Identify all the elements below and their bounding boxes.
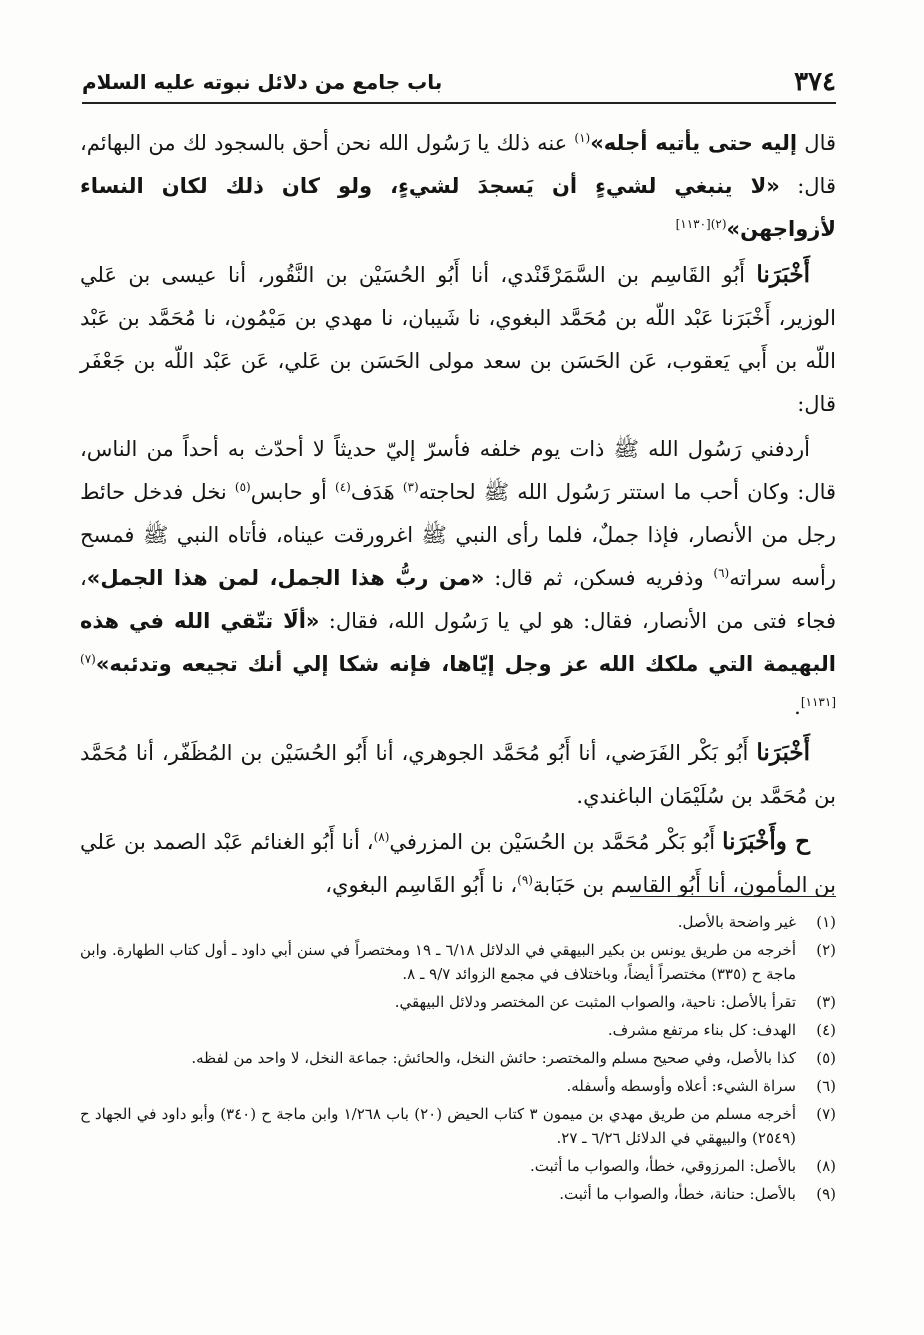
footnote-text: بالأصل: حنانة، خطأ، والصواب ما أثبت. bbox=[559, 1185, 796, 1203]
footnote bbox=[80, 990, 836, 1014]
footnote-ref: (٨) bbox=[373, 830, 390, 844]
text-run: أَبُو بَكْر مُحَمَّد بن الحُسَيْن بن المزرفي bbox=[389, 830, 723, 854]
main-text bbox=[80, 122, 836, 907]
text-run: أردفني رَسُول الله ﷺ ذات يوم خلفه فأسرّ إليّ حديثاً لا أحدّث به أحداً من الناس، قال: وكان أحب ما استتر رَسُول الله ﷺ لحاجته bbox=[80, 437, 837, 504]
footnote-text: أخرجه مسلم من طريق مهدي بن ميمون ٣ كتاب الحيض (٢٠) باب ١/٢٦٨ وابن ماجة ح (٣٤٠) وأبو داود في الجهاد ح (٢٥٤٩) والبيهقي في الدلائل ٦/٢٦ ـ ٢٧. bbox=[80, 1105, 797, 1147]
footnote-ref: (٥) bbox=[234, 480, 251, 494]
footnote bbox=[80, 1182, 836, 1206]
text-run: ، نا أَبُو القَاسِم البغوي، bbox=[325, 873, 518, 897]
footnote-text: سراة الشيء: أعلاه وأوسطه وأسفله. bbox=[566, 1077, 796, 1095]
hadith-quote: «ألَا تتّقي الله في هذه البهيمة التي ملكك الله عز وجل إيّاها، فإنه شكا إلي أنك تجيعه وتدئبه» bbox=[80, 609, 836, 676]
footnote-ref: (٦) bbox=[713, 566, 730, 580]
text-run: ، فجاء فتى من الأنصار، فقال: هو لي يا رَسُول الله، فقال: bbox=[80, 566, 836, 633]
footnote-number: (١) bbox=[816, 913, 836, 931]
paragraph bbox=[80, 122, 836, 251]
footnote-number: (٢) bbox=[816, 941, 836, 959]
footnote-text: بالأصل: المرزوقي، خطأ، والصواب ما أثبت. bbox=[530, 1157, 796, 1175]
paragraph bbox=[80, 820, 836, 907]
paragraph bbox=[80, 253, 836, 426]
text-run: عنه ذلك يا رَسُول الله نحن أحق بالسجود لك من البهائم، قال: bbox=[80, 131, 836, 198]
footnotes bbox=[80, 910, 836, 1210]
hadith-quote: «من ربُّ هذا الجمل، لمن هذا الجمل» bbox=[86, 566, 485, 590]
text-run: نخل فدخل حائط رجل من الأنصار، فإذا جملٌ، فلما رأى النبي ﷺ اغرورقت عيناه، فأتاه النبي ﷺ فمسح رأسه سراته bbox=[80, 480, 836, 590]
isnad-keyword: ح وأَخْبَرَنا bbox=[722, 828, 810, 855]
footnote-number: (٨) bbox=[816, 1157, 836, 1175]
text-run: قال bbox=[797, 131, 837, 155]
footnote-text: غير واضحة بالأصل. bbox=[677, 913, 796, 931]
footnote-text: تقرأ بالأصل: ناحية، والصواب المثبت عن المختصر ودلائل البيهقي. bbox=[394, 993, 796, 1011]
footnote-ref: (٣) bbox=[402, 480, 419, 494]
page-number: ٣٧٤ bbox=[794, 67, 836, 97]
text-run: ، أنا أَبُو الغنائم عَبْد الصمد بن عَلي بن المأمون، أنا أَبُو القاسم بن حَبَابة bbox=[80, 830, 836, 897]
footnote-number: (٧) bbox=[816, 1105, 836, 1123]
hadith-quote: إليه حتى يأتيه أجله» bbox=[590, 131, 798, 155]
footnote bbox=[80, 1018, 836, 1042]
text-run: أو حابس bbox=[250, 480, 335, 504]
footnote-number: (٦) bbox=[816, 1077, 836, 1095]
footnote-ref: (٩) bbox=[517, 873, 533, 887]
footnote-ref: (٢)[١١٣٠] bbox=[675, 217, 727, 231]
text-run: وذفريه فسكن، ثم قال: bbox=[484, 566, 714, 590]
footnote bbox=[80, 1074, 836, 1098]
footnote-ref: (٧)[١١٣١] bbox=[80, 652, 836, 709]
footnote-separator bbox=[630, 896, 836, 897]
footnote bbox=[80, 1046, 836, 1070]
text-run: . bbox=[794, 695, 801, 719]
text-run: أَبُو بَكْر الفَرَضي، أنا أَبُو مُحَمَّد الجوهري، أنا أَبُو الحُسَيْن بن المُظَفّر، أنا مُحَمَّد بن مُحَمَّد بن سُلَيْمَان الباغندي. bbox=[80, 741, 836, 808]
isnad-keyword: أَخْبَرَنا bbox=[756, 739, 810, 766]
paragraph bbox=[80, 428, 836, 729]
footnote-text: كذا بالأصل، وفي صحيح مسلم والمختصر: حائش النخل، والحائش: جماعة النخل، لا واحد من لفظه. bbox=[191, 1049, 796, 1067]
text-run: أَبُو القَاسِم بن السَّمَرْقَنْدي، أنا أَبُو الحُسَيْن بن النَّقُور، أنا عيسى بن عَلي الوزير، أَخْبَرَنا عَبْد اللّه بن مُحَمَّد البغوي، نا شَيبان، نا مهدي بن مَيْمُون، نا مُحَمَّد بن عَبْد اللّه بن أَبي يَعقوب، عَن الحَسَن بن سعد مولى الحَسَن بن عَلي، عَن عَبْد اللّه بن جَعْفَر قال: bbox=[80, 263, 836, 416]
footnote-number: (٤) bbox=[816, 1021, 836, 1039]
running-title: باب جامع من دلائل نبوته عليه السلام bbox=[82, 70, 443, 94]
footnote bbox=[80, 1102, 836, 1150]
footnote bbox=[80, 910, 836, 934]
footnote-ref: (٤) bbox=[335, 480, 351, 494]
isnad-keyword: أَخْبَرَنا bbox=[756, 261, 810, 288]
footnote bbox=[80, 1154, 836, 1178]
footnote-text: أخرجه من طريق يونس بن بكير البيهقي في الدلائل ٦/١٨ ـ ١٩ ومختصراً في سنن أبي داود ـ أول كتاب الطهارة. وابن ماجة ح (٣٣٥) مختصراً أيضاً، وباختلاف في مجمع الزوائد ٩/٧ ـ ٨. bbox=[80, 941, 796, 983]
footnote-number: (٥) bbox=[816, 1049, 836, 1067]
footnote-number: (٩) bbox=[816, 1185, 836, 1203]
footnote bbox=[80, 938, 836, 986]
footnote-text: الهدف: كل بناء مرتفع مشرف. bbox=[607, 1021, 796, 1039]
page-header bbox=[82, 62, 836, 104]
footnote-ref: (١) bbox=[574, 131, 591, 145]
text-run: هَدَف bbox=[350, 480, 403, 504]
hadith-quote: «لا ينبغي لشيءٍ أن يَسجدَ لشيءٍ، ولو كان ذلك لكان النساء لأزواجهن» bbox=[80, 174, 836, 241]
paragraph bbox=[80, 731, 836, 818]
footnote-number: (٣) bbox=[816, 993, 836, 1011]
